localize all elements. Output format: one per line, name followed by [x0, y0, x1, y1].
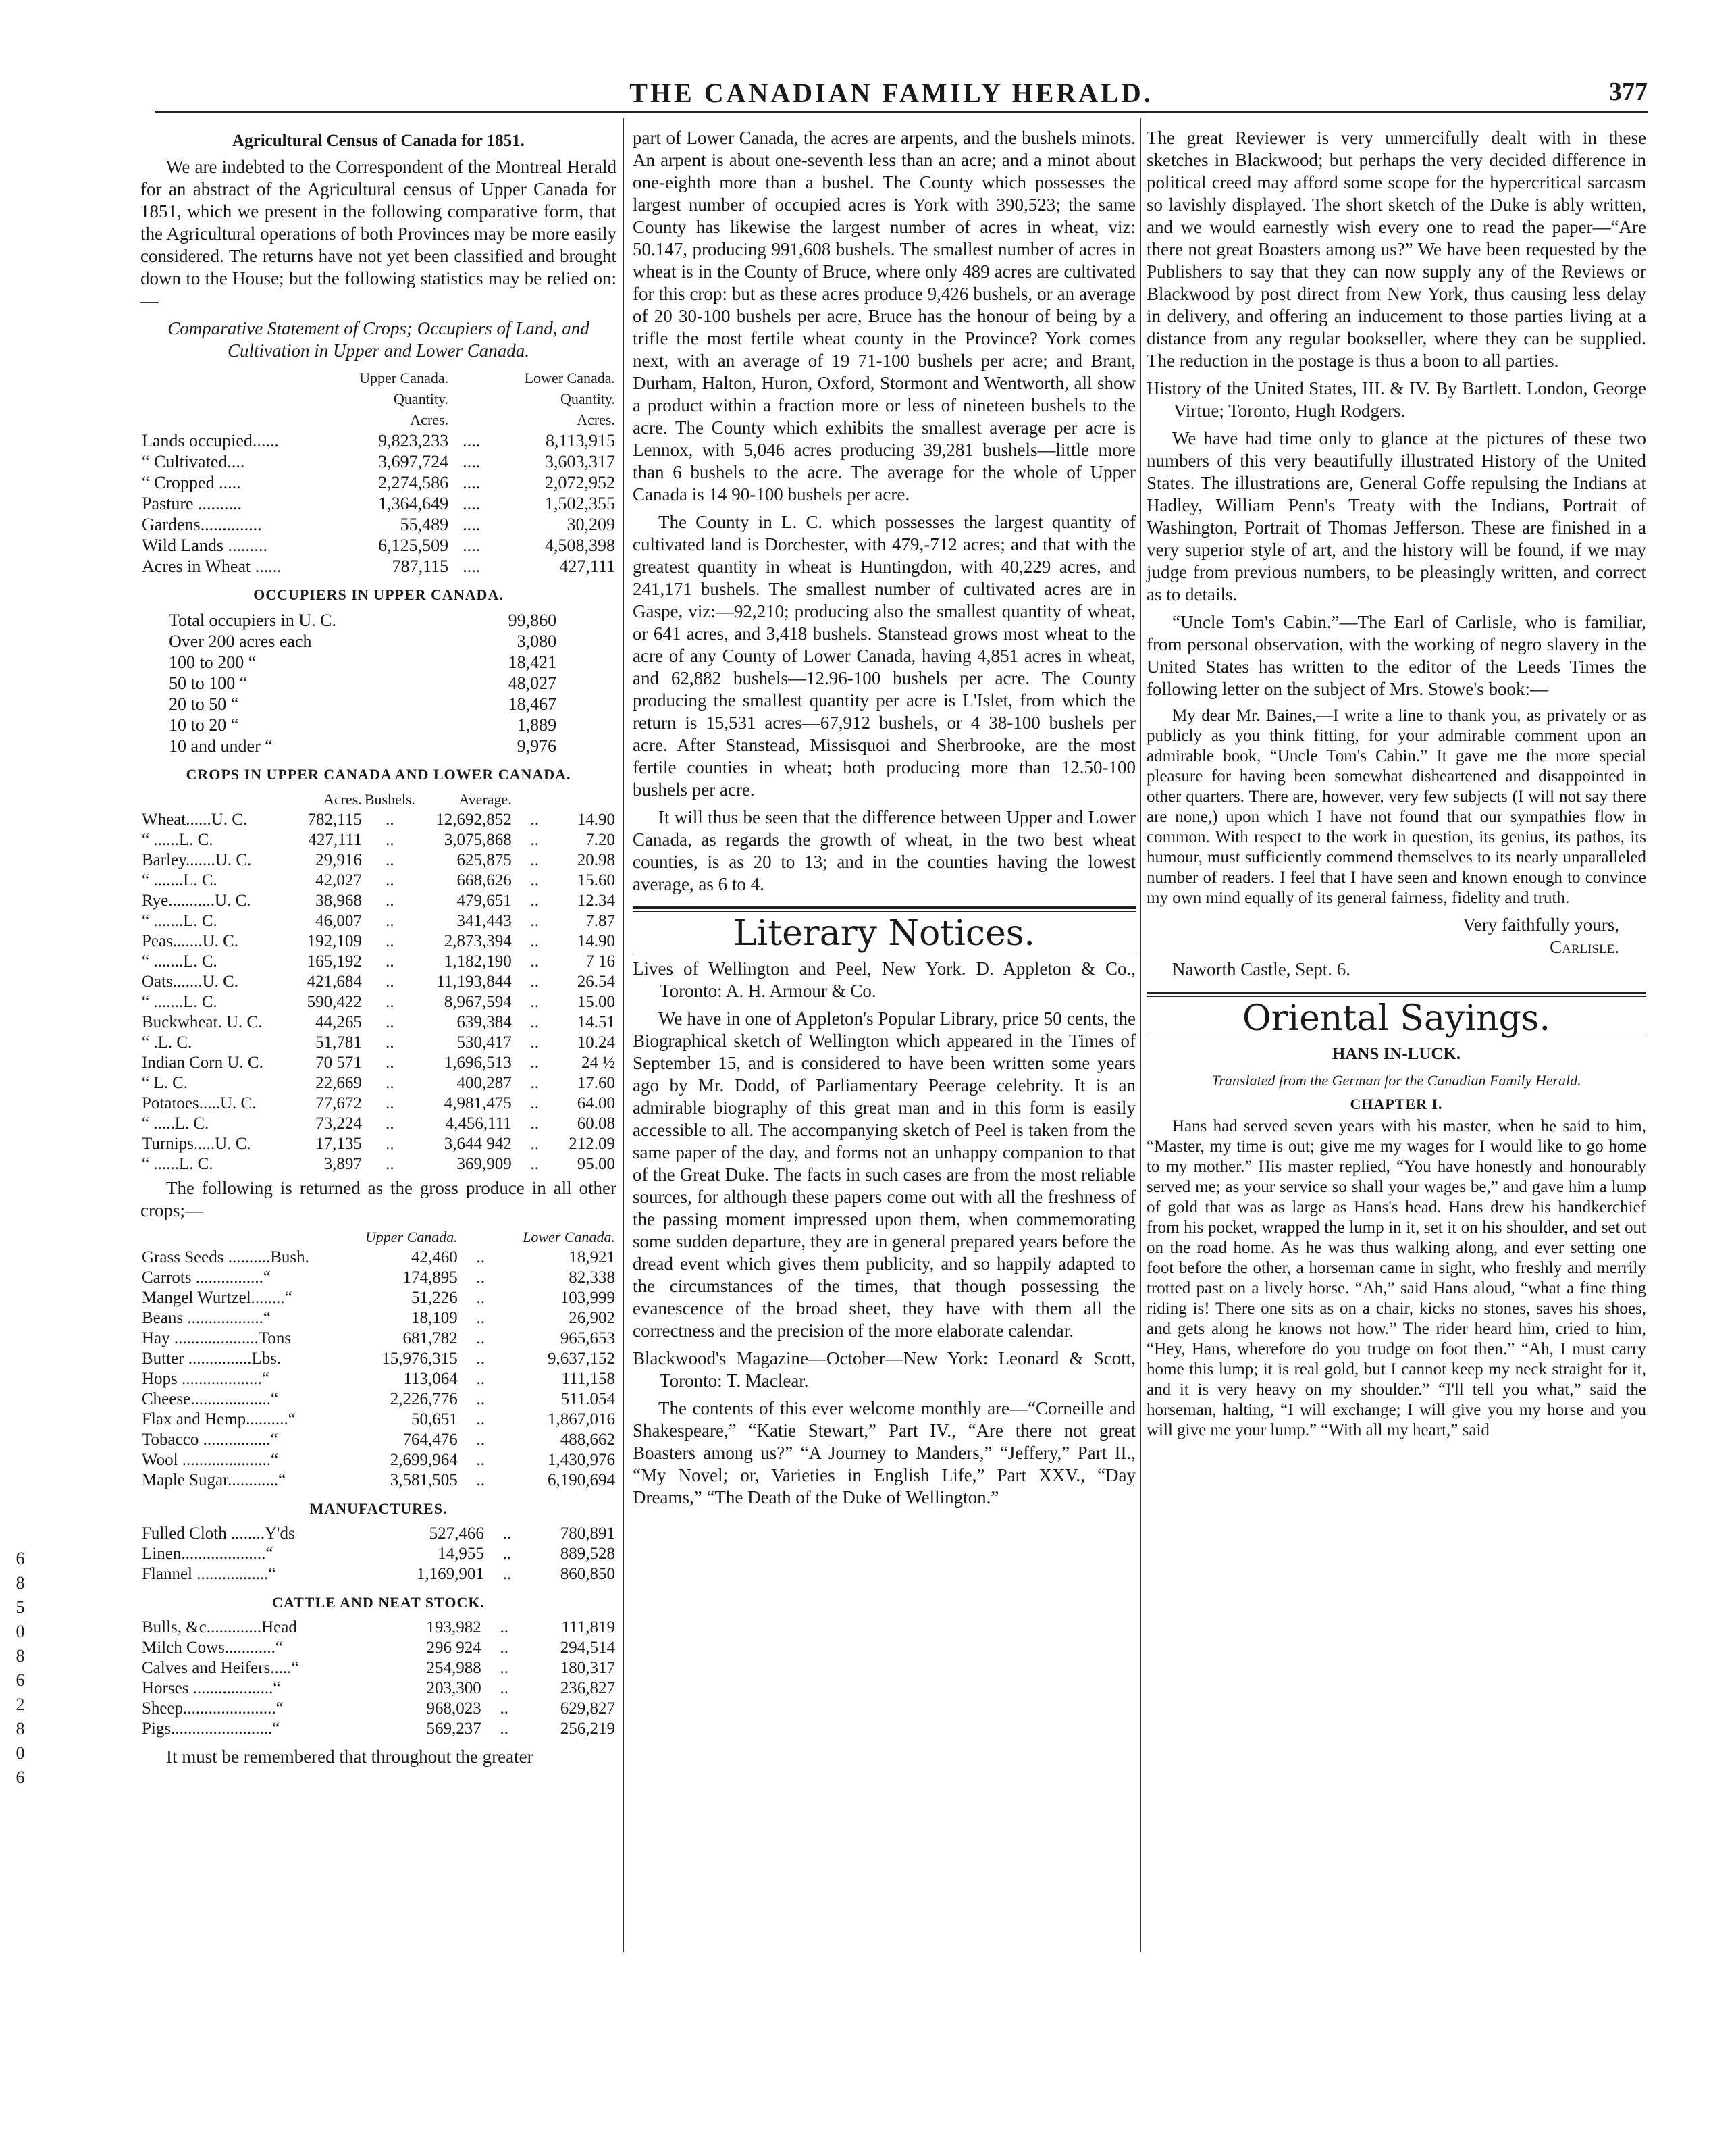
table-row: Lands occupied...... 9,823,233 .... 8,113,915	[142, 431, 615, 450]
avg-value: 26.54	[577, 973, 615, 991]
bushels-value: 4,456,111	[445, 1114, 512, 1133]
col-header-lower: Lower Canada.	[524, 369, 615, 386]
upper-value: 203,300	[426, 1679, 481, 1697]
row-label: “ .......L. C.	[142, 871, 217, 890]
cattle-heading: CATTLE AND NEAT STOCK.	[271, 1594, 485, 1611]
review-text: We have in one of Appleton's Popular Library, price 50 cents, the Biographical sketch of Wellington which appeared in the Times of September 15, and is considered to have been written some years ago by Mr. Dodd, of Parliamentary Peerage celebrity. It is an admirable biography of this great man and in this form is easily accessible to all. The accompanying sketch of Peel is taken from the same paper of the day, and forms not an unhappy companion to that of the Great Duke. The facts in such cases are from the most reliable sources, for although these papers come out with all the freshness of the passing moment impressed upon them, when commemorating some sudden departure, they are in general prepared years before the dread event which gives them publicity, and so happily adapted to the circumstances of the times, that though possessing the evanescence of the broad sheet, they have with them all the correctness and the precision of the more elaborate calendar.	[633, 1008, 1136, 1341]
table-row	[167, 673, 558, 694]
row-label: Peas.......U. C.	[142, 932, 239, 950]
census-continued: part of Lower Canada, the acres are arpents, and the bushels minots. An arpent is about one-seventh less than an acre; and a minot about one-eighth more than a bushel. The County which possesses the largest number of occupied acres is York with 390,523; the same County has likewise the largest number of acres in wheat, viz: 50.147, producing 991,608 bushels. The smallest number of acres in wheat is in the County of Bruce, where only 489 acres are cultivated for this crop: but as these acres produce 9,426 bushels, or an average of 20 30-100 bushels per acre, Bruce has the honour of being by a trifle the most fertile wheat county in the Province? York comes next, with an average of 19 71-100 bushels per acre; and Brant, Durham, Halton, Huron, Oxford, Stormont and Wentworth, all show a product within a fraction more or less of nineteen bushels to the acre. The County which exhibits the smallest average per acre is Lennox, with 5,046 acres producing 39,281 bushels—little more than 6 bushels to the acre. The average for the whole of Upper Canada is 14 90-100 bushels per acre.	[633, 128, 1136, 505]
lower-value: 256,219	[560, 1720, 615, 1738]
table-row: Turnips.....U. C. 17,135 .. 3,644 942 .. 212.09	[142, 1135, 615, 1153]
row-label: Tobacco ................“	[142, 1431, 278, 1449]
lower-value: 294,514	[560, 1639, 615, 1657]
lower-value: 511.054	[560, 1390, 615, 1408]
table-row: Linen....................“ 14,955 .. 889,528	[142, 1545, 615, 1563]
table-row: Grass Seeds ..........Bush. 42,460 .. 18,921	[142, 1248, 615, 1266]
avg-value: 7.20	[585, 831, 615, 849]
row-label: “ .L. C.	[142, 1033, 192, 1052]
upper-value: 1,364,649	[378, 494, 449, 513]
literary-notices-heading: Literary Notices.	[733, 913, 1035, 954]
margin-digits: 6 8 5 0 8 6 2 8 0 6	[16, 1549, 25, 1787]
upper-value: 968,023	[426, 1699, 481, 1718]
avg-value: 24 ½	[581, 1054, 615, 1072]
acres-value: 17,135	[315, 1135, 362, 1153]
review-heading: Blackwood's Magazine—October—New York: Leonard & Scott, Toronto: T. Maclear.	[633, 1348, 1136, 1391]
table-row: Cheese...................“ 2,226,776 .. 511.054	[142, 1390, 615, 1408]
avg-value: 7 16	[585, 952, 615, 971]
bushels-value: 2,873,394	[444, 932, 512, 950]
bushels-value: 369,909	[456, 1155, 512, 1173]
masthead	[135, 76, 1648, 116]
uncle-tom-notice: “Uncle Tom's Cabin.”—The Earl of Carlisle, who is familiar, from personal observation, with the working of negro slavery in the United States has written to the editor of the Leeds Times the following letter on the subject of Mrs. Stowe's book:—	[1147, 612, 1646, 699]
upper-value: 2,274,586	[378, 473, 449, 492]
col-header-upper: Upper Canada.	[365, 1229, 458, 1245]
lower-value: 82,338	[569, 1268, 615, 1287]
lower-value: 6,190,694	[548, 1471, 615, 1489]
table-row: Flax and Hemp..........“ 50,651 .. 1,867,016	[142, 1410, 615, 1428]
row-label: Lands occupied......	[142, 431, 279, 450]
story-text: Hans had served seven years with his master, when he said to him, “Master, my time is out; give me my wages for I would like to go home to my mother.” His master replied, “You have honestly and honourably served me; as your service so shall your wages be,” and gave him a lump of gold that was as large as Hans's head. Hans drew his handkerchief from his pocket, wrapped the lump in it, set it on his shoulder, and set out on the road home. As he was thus walking along, and ever setting one foot before the other, a horseman came in sight, who freshly and merrily trotted past on a lively horse. “Ah,” said Hans aloud, “what a fine thing riding is! There one sits as on a chair, kicks no stones, saves his shoes, and gets along he knows not how.” The rider heard him, cried to him, “Hey, Hans, wherefore do you trudge on foot then.” “Ah, I must carry home this lump; it is real gold, but I cannot keep my neck straight for it, and it is very heavy on my shoulder.” “I'll tell you what,” said the horseman, halting, “I will exchange; I will give you my horse and you will give me your lump.” “With all my heart,” said	[1147, 1117, 1646, 1439]
occupiers-heading: OCCUPIERS IN UPPER CANADA.	[253, 586, 504, 603]
avg-value: 10.24	[577, 1033, 615, 1052]
table-row: Sheep......................“ 968,023 .. 629,827	[142, 1699, 615, 1718]
upper-value: 764,476	[402, 1431, 458, 1449]
row-label: 10 to 20 “	[169, 715, 239, 735]
closing-line: It must be remembered that throughout the greater	[166, 1747, 533, 1767]
upper-value: 3,581,505	[390, 1471, 458, 1489]
column-divider	[1140, 118, 1141, 1952]
avg-value: 14.90	[577, 932, 615, 950]
table-row: “ .......L. C. 46,007 .. 341,443 .. 7.87	[142, 912, 615, 930]
upper-value: 254,988	[426, 1659, 481, 1677]
gross-table	[140, 1227, 616, 1491]
bushels-value: 1,182,190	[444, 952, 512, 971]
table-row: Oats.......U. C. 421,684 .. 11,193,844 .. 26.54	[142, 973, 615, 991]
cattle-table	[140, 1618, 616, 1739]
table-row: Wild Lands ......... 6,125,509 .... 4,508,398	[142, 536, 615, 555]
row-label: Buckwheat. U. C.	[142, 1013, 263, 1031]
table-row: Buckwheat. U. C. 44,265 .. 639,384 .. 14.51	[142, 1013, 615, 1031]
bushels-value: 12,692,852	[436, 810, 512, 829]
table-row: Hops ...................“ 113,064 .. 111,158	[142, 1370, 615, 1388]
upper-value: 787,115	[392, 557, 449, 576]
table-row: “ Cultivated.... 3,697,724 .... 3,603,317	[142, 452, 615, 471]
bushels-value: 8,967,594	[444, 993, 512, 1011]
letter-signature: Carlisle.	[1550, 937, 1619, 957]
column-3	[1147, 127, 1646, 1446]
row-label: Rye...........U. C.	[142, 892, 251, 910]
row-label: Gardens..............	[142, 515, 262, 534]
acres-value: 3,897	[323, 1155, 362, 1173]
acres-value: 590,422	[307, 993, 362, 1011]
avg-value: 7.87	[585, 912, 615, 930]
row-label: 20 to 50 “	[169, 694, 239, 714]
table-row: Pigs........................“ 569,237 .. 256,219	[142, 1720, 615, 1738]
table-row: Bulls, &c.............Head 193,982 .. 111,819	[142, 1618, 615, 1637]
letter-closing: Very faithfully yours,	[1463, 915, 1619, 935]
acres-value: 77,672	[315, 1094, 362, 1112]
row-label: Carrots ................“	[142, 1268, 271, 1287]
table-row: “ .......L. C. 42,027 .. 668,626 .. 15.60	[142, 871, 615, 890]
upper-value: 681,782	[402, 1329, 458, 1347]
section-rule	[633, 906, 1136, 912]
table-row: Peas.......U. C. 192,109 .. 2,873,394 .. 14.90	[142, 932, 615, 950]
table-row	[167, 631, 558, 652]
acres-value: 38,968	[315, 892, 362, 910]
avg-value: 14.51	[577, 1013, 615, 1031]
table-row: Calves and Heifers.....“ 254,988 .. 180,317	[142, 1659, 615, 1677]
review-heading: History of the United States, III. & IV. By Bartlett. London, George Virtue; Toronto, Hugh Rodgers.	[1147, 378, 1646, 421]
masthead-rule	[155, 111, 1648, 113]
row-label: Beans ..................“	[142, 1309, 271, 1327]
row-label: Cheese...................“	[142, 1390, 279, 1408]
col-header-bushels: Bushels.	[364, 791, 416, 808]
upper-value: 113,064	[403, 1370, 458, 1388]
row-value: 18,421	[508, 652, 557, 672]
row-label: Wool .....................“	[142, 1451, 279, 1469]
upper-value: 527,466	[429, 1524, 484, 1543]
lower-value: 889,528	[560, 1545, 615, 1563]
review-text: The contents of this ever welcome monthly are—“Corneille and Shakespeare,” “Katie Stewart,” Part IV., “Are there not great Boasters among us?” “A Journey to Manders,” “Jeffery,” Part II., “My Novel; or, Varieties in English Life,” Part XXV., “Day Dreams,” “The Death of the Duke of Wellington.”	[633, 1398, 1136, 1508]
row-label: “ Cropped .....	[142, 473, 241, 492]
row-label: Sheep......................“	[142, 1699, 284, 1718]
row-label: “ ......L. C.	[142, 831, 213, 849]
row-label: Linen....................“	[142, 1545, 273, 1563]
table-row: Tobacco ................“ 764,476 .. 488,662	[142, 1431, 615, 1449]
row-label: “ L. C.	[142, 1074, 188, 1092]
column-1	[140, 127, 616, 1774]
review-text: We have had time only to glance at the pictures of these two numbers of this very beautifully illustrated History of the United States. The illustrations are, General Goffe repulsing the Indians at Hadley, William Penn's Treaty with the Indians, Portrait of Washington, Portrait of Thomas Jefferson. These are finished in a very superior style of art, and the history will be found, if we may judge from previous numbers, to be pleasingly written, and correct as to details.	[1147, 428, 1646, 604]
acres-value: 73,224	[315, 1114, 362, 1133]
row-label: Milch Cows............“	[142, 1639, 284, 1657]
row-label: 50 to 100 “	[169, 673, 248, 693]
table-row: Maple Sugar............“ 3,581,505 .. 6,190,694	[142, 1471, 615, 1489]
avg-value: 20.98	[577, 851, 615, 869]
acres-value: 70 571	[315, 1054, 362, 1072]
table-row: Hay ....................Tons 681,782 .. 965,653	[142, 1329, 615, 1347]
row-label: Flannel .................“	[142, 1565, 276, 1583]
bushels-value: 530,417	[456, 1033, 512, 1052]
acres-value: 165,192	[307, 952, 362, 971]
table-row: Wheat......U. C. 782,115 .. 12,692,852 .. 14.90	[142, 810, 615, 829]
lower-value: 111,158	[561, 1370, 615, 1388]
table-row: Acres in Wheat ...... 787,115 .... 427,111	[142, 557, 615, 576]
avg-value: 14.90	[577, 810, 615, 829]
lower-value: 427,111	[559, 557, 615, 576]
col-header-quantity: Quantity.	[560, 390, 615, 407]
page-number: 377	[1609, 78, 1648, 106]
col-header-acres: Acres.	[410, 411, 449, 428]
table-row: “ Cropped ..... 2,274,586 .... 2,072,952	[142, 473, 615, 492]
table-row: Horses ...................“ 203,300 .. 236,827	[142, 1679, 615, 1697]
gross-intro: The following is returned as the gross produce in all other crops;—	[140, 1178, 616, 1220]
row-label: “ ......L. C.	[142, 1155, 213, 1173]
lower-value: 1,867,016	[548, 1410, 615, 1428]
upper-value: 1,169,901	[416, 1565, 484, 1583]
avg-value: 212.09	[569, 1135, 615, 1153]
table-row: “ L. C. 22,669 .. 400,287 .. 17.60	[142, 1074, 615, 1092]
table-row	[167, 694, 558, 715]
census-intro: We are indebted to the Correspondent of the Montreal Herald for an abstract of the Agricultural census of Upper Canada for 1851, which we present in the following comparative form, that the Agricultural operations of both Provinces may be more easily considered. The returns have not yet been classified and brought down to the House; but the following statistics may be relied on:—	[140, 157, 616, 311]
lower-value: 3,603,317	[545, 452, 615, 471]
story-subtitle: Translated from the German for the Canadian Family Herald.	[1211, 1072, 1581, 1089]
table-row: “ .L. C. 51,781 .. 530,417 .. 10.24	[142, 1033, 615, 1052]
row-label: Wild Lands .........	[142, 536, 267, 555]
bushels-value: 639,384	[456, 1013, 512, 1031]
row-label: 100 to 200 “	[169, 652, 257, 672]
lower-value: 488,662	[560, 1431, 615, 1449]
acres-value: 29,916	[315, 851, 362, 869]
bushels-value: 341,443	[456, 912, 512, 930]
upper-value: 14,955	[438, 1545, 484, 1563]
row-value: 1,889	[517, 715, 557, 735]
col-header-upper: Upper Canada.	[359, 369, 449, 386]
table-row: Flannel .................“ 1,169,901 .. 860,850	[142, 1565, 615, 1583]
col-header-acres: Acres.	[577, 411, 615, 428]
lower-value: 629,827	[560, 1699, 615, 1718]
row-value: 18,467	[508, 694, 557, 714]
lower-value: 103,999	[560, 1289, 615, 1307]
row-label: Over 200 acres each	[169, 632, 312, 651]
row-label: Wheat......U. C.	[142, 810, 248, 829]
row-label: Potatoes.....U. C.	[142, 1094, 257, 1112]
column-2	[633, 127, 1136, 1514]
table-row: Pasture .......... 1,364,649 .... 1,502,355	[142, 494, 615, 513]
upper-value: 6,125,509	[378, 536, 449, 555]
acres-value: 782,115	[307, 810, 362, 829]
occupiers-table	[167, 610, 558, 756]
bushels-value: 625,875	[456, 851, 512, 869]
acres-value: 42,027	[315, 871, 362, 890]
avg-value: 95.00	[577, 1155, 615, 1173]
row-label: Barley.......U. C.	[142, 851, 252, 869]
table-row	[167, 610, 558, 631]
bushels-value: 3,075,868	[444, 831, 512, 849]
table-row: Mangel Wurtzel........“ 51,226 .. 103,999	[142, 1289, 615, 1307]
table-row: Beans ..................“ 18,109 .. 26,902	[142, 1309, 615, 1327]
lower-value: 26,902	[569, 1309, 615, 1327]
chapter-heading: CHAPTER I.	[1350, 1096, 1443, 1112]
upper-value: 9,823,233	[378, 431, 449, 450]
row-label: “ .......L. C.	[142, 912, 217, 930]
row-label: Pigs........................“	[142, 1720, 280, 1738]
lower-value: 4,508,398	[545, 536, 615, 555]
lower-value: 30,209	[567, 515, 615, 534]
acres-value: 44,265	[315, 1013, 362, 1031]
avg-value: 17.60	[577, 1074, 615, 1092]
avg-value: 64.00	[577, 1094, 615, 1112]
acres-value: 427,111	[308, 831, 362, 849]
row-label: Fulled Cloth ........Y'ds	[142, 1524, 295, 1543]
table-row: Milch Cows............“ 296 924 .. 294,514	[142, 1639, 615, 1657]
table-row: “ ......L. C. 3,897 .. 369,909 .. 95.00	[142, 1155, 615, 1173]
letter-text: My dear Mr. Baines,—I write a line to thank you, as privately or as publicly as you think fitting, for your admirable comment upon an admirable book, “Uncle Tom's Cabin.” It gave me the more special pleasure for having been somewhat disheartened and disappointed in other quarters. There are, however, very few subjects (I will not say there are none,) upon which I have not found that our sympathies flow in common. With respect to the work in question, its genius, its pathos, its humour, must sufficiently commend themselves to its nearly unparalleled number of readers. I feel that I have seen and known enough to convince my own mind equally of its general fairness, fidelity and truth.	[1147, 706, 1646, 907]
upper-value: 174,895	[402, 1268, 458, 1287]
bushels-value: 479,651	[456, 892, 512, 910]
lower-value: 236,827	[560, 1679, 615, 1697]
upper-value: 193,982	[426, 1618, 481, 1637]
newspaper-title: THE CANADIAN FAMILY HERALD.	[629, 78, 1153, 108]
row-value: 99,860	[508, 611, 557, 630]
column-divider	[623, 118, 624, 1952]
row-label: Flax and Hemp..........“	[142, 1410, 296, 1428]
row-label: Hay ....................Tons	[142, 1329, 292, 1347]
lower-value: 1,430,976	[548, 1451, 615, 1469]
upper-value: 55,489	[400, 515, 449, 534]
manufactures-heading: MANUFACTURES.	[309, 1500, 448, 1517]
oriental-sayings-heading: Oriental Sayings.	[1242, 998, 1551, 1039]
review-continued: The great Reviewer is very unmercifully dealt with in these sketches in Blackwood; but perhaps the very decided difference in political creed may afford some scope for the hypercritical sarcasm so lavishly displayed. The short sketch of the Duke is ably written, and we would earnestly wish every one to read the paper—“Are there not great Boasters among us?” We have been requested by the Publishers to say that they can now supply any of the Reviews or Blackwood by post direct from New York, thus causing less delay in delivery, and offering an inducement to those parties living at a distance from any regular bookseller, where they can be supplied. The reduction in the postage is thus a boon to all parties.	[1147, 128, 1646, 371]
bushels-value: 400,287	[456, 1074, 512, 1092]
row-label: “ .......L. C.	[142, 993, 217, 1011]
table-row	[167, 715, 558, 736]
crops-heading: CROPS IN UPPER CANADA AND LOWER CANADA.	[186, 766, 571, 783]
acres-value: 46,007	[315, 912, 362, 930]
bushels-value: 3,644 942	[444, 1135, 512, 1153]
col-header-lower: Lower Canada.	[523, 1229, 615, 1245]
table-row: “ .......L. C. 590,422 .. 8,967,594 .. 15.00	[142, 993, 615, 1011]
crops-table	[140, 790, 616, 1175]
section-rule	[1147, 992, 1646, 997]
upper-value: 51,226	[411, 1289, 458, 1307]
upper-value: 18,109	[411, 1309, 458, 1327]
table-title: Comparative Statement of Crops; Occupiers of Land, and Cultivation in Upper and Lower Canada.	[167, 318, 589, 361]
row-label: Turnips.....U. C.	[142, 1135, 251, 1153]
land-table	[140, 367, 616, 577]
lower-value: 860,850	[560, 1565, 615, 1583]
row-label: Oats.......U. C.	[142, 973, 239, 991]
row-label: “ .......L. C.	[142, 952, 217, 971]
table-row: Butter ...............Lbs. 15,976,315 .. 9,637,152	[142, 1349, 615, 1368]
bushels-value: 1,696,513	[444, 1054, 512, 1072]
census-heading: Agricultural Census of Canada for 1851.	[232, 132, 525, 150]
table-row: Barley.......U. C. 29,916 .. 625,875 .. 20.98	[142, 851, 615, 869]
bushels-value: 668,626	[456, 871, 512, 890]
table-row	[167, 652, 558, 673]
story-title: HANS IN-LUCK.	[1332, 1045, 1461, 1063]
table-row: Fulled Cloth ........Y'ds 527,466 .. 780,891	[142, 1524, 615, 1543]
review-heading: Lives of Wellington and Peel, New York. D. Appleton & Co., Toronto: A. H. Armour & Co.	[633, 958, 1136, 1001]
upper-value: 296 924	[426, 1639, 481, 1657]
row-label: Bulls, &c.............Head	[142, 1618, 297, 1637]
row-label: Hops ...................“	[142, 1370, 269, 1388]
summary-paragraph: It will thus be seen that the difference between Upper and Lower Canada, as regards the growth of wheat, in the two best wheat counties, is as 20 to 13; and in the counties having the lowest average, as 6 to 4.	[633, 807, 1136, 894]
table-row: Rye...........U. C. 38,968 .. 479,651 .. 12.34	[142, 892, 615, 910]
lower-value: 965,653	[560, 1329, 615, 1347]
lower-value: 18,921	[569, 1248, 615, 1266]
acres-value: 51,781	[315, 1033, 362, 1052]
lower-value: 111,819	[561, 1618, 615, 1637]
lower-value: 780,891	[560, 1524, 615, 1543]
row-value: 9,976	[517, 736, 557, 756]
upper-value: 2,226,776	[390, 1390, 458, 1408]
row-label: Grass Seeds ..........Bush.	[142, 1248, 309, 1266]
col-header-average: Average.	[458, 791, 512, 808]
row-label: “ Cultivated....	[142, 452, 245, 471]
row-label: Indian Corn U. C.	[142, 1054, 263, 1072]
table-row: Potatoes.....U. C. 77,672 .. 4,981,475 .. 64.00	[142, 1094, 615, 1112]
upper-value: 2,699,964	[390, 1451, 458, 1469]
upper-value: 3,697,724	[378, 452, 449, 471]
row-label: 10 and under “	[169, 736, 273, 756]
upper-value: 15,976,315	[382, 1349, 458, 1368]
letter-place-date: Naworth Castle, Sept. 6.	[1172, 959, 1350, 979]
row-label: Horses ...................“	[142, 1679, 281, 1697]
row-label: Pasture ..........	[142, 494, 242, 513]
avg-value: 15.00	[577, 993, 615, 1011]
upper-value: 50,651	[411, 1410, 458, 1428]
row-label: Butter ...............Lbs.	[142, 1349, 282, 1368]
row-label: Acres in Wheat ......	[142, 557, 282, 576]
table-row: Wool .....................“ 2,699,964 .. 1,430,976	[142, 1451, 615, 1469]
table-row: “ .......L. C. 165,192 .. 1,182,190 .. 7 16	[142, 952, 615, 971]
upper-value: 42,460	[411, 1248, 458, 1266]
row-label: Mangel Wurtzel........“	[142, 1289, 292, 1307]
avg-value: 60.08	[577, 1114, 615, 1133]
row-label: Total occupiers in U. C.	[169, 611, 337, 630]
table-row: “ .....L. C. 73,224 .. 4,456,111 .. 60.08	[142, 1114, 615, 1133]
bushels-value: 11,193,844	[436, 973, 512, 991]
row-value: 3,080	[517, 632, 557, 651]
table-row: Indian Corn U. C. 70 571 .. 1,696,513 .. 24 ½	[142, 1054, 615, 1072]
table-row: “ ......L. C. 427,111 .. 3,075,868 .. 7.20	[142, 831, 615, 849]
col-header-quantity: Quantity.	[394, 390, 449, 407]
manufactures-table	[140, 1524, 616, 1585]
table-row	[167, 736, 558, 756]
lower-canada-paragraph: The County in L. C. which possesses the largest quantity of cultivated land is Dorchester, with 479,-712 acres; and that with the greatest quantity in wheat is Huntingdon, with 40,229 acres, and 241,171 bushels. The smallest number of cultivated acres are in Gaspe, viz:—92,210; producing also the smallest quantity of wheat, or 641 acres, and 3,418 bushels. Stanstead grows most wheat to the acre of any County of Lower Canada, having 4,851 acres in wheat, and 62,882 bushels—12.96-100 bushels per acre. The County producing the smallest quantity per acre is L'Islet, from which the return is 15,531 acres—67,912 bushels, or 4 38-100 bushels per acre. After Stanstead, Missisquoi and Sherbrooke, are the most fertile counties in wheat; both producing more than 12.50-100 bushels per acre.	[633, 512, 1136, 800]
bushels-value: 4,981,475	[444, 1094, 512, 1112]
acres-value: 421,684	[307, 973, 362, 991]
acres-value: 22,669	[315, 1074, 362, 1092]
row-value: 48,027	[508, 673, 557, 693]
avg-value: 15.60	[577, 871, 615, 890]
lower-value: 1,502,355	[545, 494, 615, 513]
acres-value: 192,109	[307, 932, 362, 950]
lower-value: 8,113,915	[545, 431, 615, 450]
lower-value: 180,317	[560, 1659, 615, 1677]
row-label: Maple Sugar............“	[142, 1471, 286, 1489]
lower-value: 9,637,152	[548, 1349, 615, 1368]
lower-value: 2,072,952	[545, 473, 615, 492]
row-label: “ .....L. C.	[142, 1114, 209, 1133]
avg-value: 12.34	[577, 892, 615, 910]
table-row: Carrots ................“ 174,895 .. 82,338	[142, 1268, 615, 1287]
row-label: Calves and Heifers.....“	[142, 1659, 299, 1677]
table-row: Gardens.............. 55,489 .... 30,209	[142, 515, 615, 534]
col-header-acres: Acres.	[323, 791, 362, 808]
upper-value: 569,237	[426, 1720, 481, 1738]
